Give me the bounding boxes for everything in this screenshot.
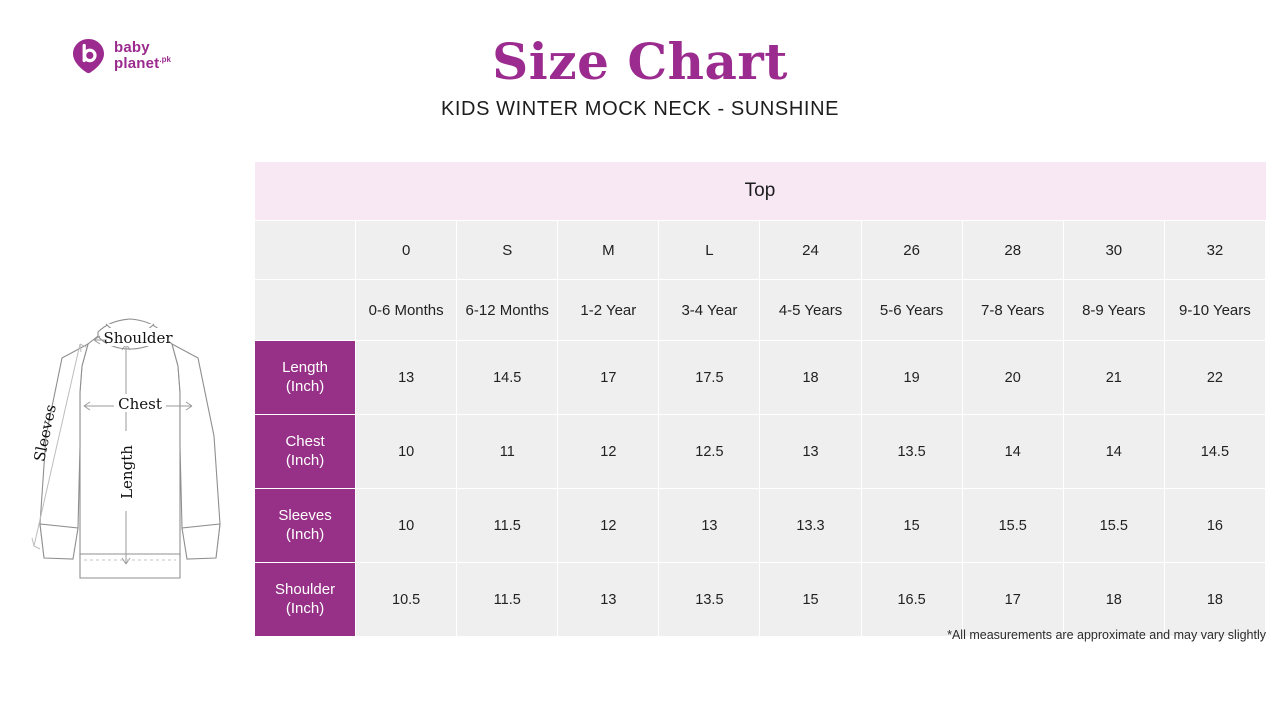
measure-cell: 11.5 xyxy=(457,489,558,563)
age-range-cell: 5-6 Years xyxy=(861,280,962,341)
row-label-chest xyxy=(255,415,356,489)
garment-diagram xyxy=(10,296,260,606)
label-sleeves: Sleeves xyxy=(30,402,60,464)
brand-name-line1: baby xyxy=(114,39,150,57)
corner-cell-codes xyxy=(255,221,356,280)
row-label-line1: Chest xyxy=(285,432,325,450)
row-label-line1: Length xyxy=(282,358,328,376)
measure-cell: 11.5 xyxy=(457,563,558,637)
row-label-line2: (Inch) xyxy=(285,377,325,395)
age-range-cell: 0-6 Months xyxy=(356,280,457,341)
brand-tld: .pk xyxy=(159,55,171,64)
measure-cell: 18 xyxy=(1063,563,1164,637)
table-row xyxy=(255,415,1266,489)
measure-cell: 12 xyxy=(558,489,659,563)
measure-cell: 21 xyxy=(1063,341,1164,415)
measure-cell: 15 xyxy=(760,563,861,637)
label-shoulder: Shoulder xyxy=(103,329,173,347)
size-code-cell: 32 xyxy=(1164,221,1265,280)
measure-cell: 15.5 xyxy=(962,489,1063,563)
measure-cell: 19 xyxy=(861,341,962,415)
size-chart-table xyxy=(254,162,1266,637)
table-section-row xyxy=(255,162,1266,221)
size-code-cell: L xyxy=(659,221,760,280)
measure-cell: 20 xyxy=(962,341,1063,415)
measure-cell: 14.5 xyxy=(1164,415,1265,489)
table-row xyxy=(255,489,1266,563)
measure-cell: 16 xyxy=(1164,489,1265,563)
measure-cell: 13.3 xyxy=(760,489,861,563)
measure-cell: 15 xyxy=(861,489,962,563)
row-label-line2: (Inch) xyxy=(285,451,325,469)
footnote: *All measurements are approximate and may vary slightly xyxy=(947,628,1266,642)
row-label-sleeves xyxy=(255,489,356,563)
size-code-cell: 30 xyxy=(1063,221,1164,280)
page-subtitle: KIDS WINTER MOCK NECK - SUNSHINE xyxy=(440,98,840,120)
measure-cell: 13 xyxy=(558,563,659,637)
size-code-row xyxy=(255,221,1266,280)
label-chest: Chest xyxy=(118,395,162,413)
size-code-cell: 26 xyxy=(861,221,962,280)
measure-cell: 22 xyxy=(1164,341,1265,415)
measure-cell: 17 xyxy=(962,563,1063,637)
age-range-cell: 6-12 Months xyxy=(457,280,558,341)
age-range-cell: 7-8 Years xyxy=(962,280,1063,341)
row-label-shoulder xyxy=(255,563,356,637)
size-code-cell: 0 xyxy=(356,221,457,280)
measure-cell: 13.5 xyxy=(861,415,962,489)
measure-cell: 13 xyxy=(659,489,760,563)
page-title: Size Chart xyxy=(492,32,788,91)
measure-cell: 10 xyxy=(356,489,457,563)
measure-cell: 14 xyxy=(962,415,1063,489)
size-code-cell: 24 xyxy=(760,221,861,280)
age-range-cell: 9-10 Years xyxy=(1164,280,1265,341)
brand-name-line2: planet$^{.pk}$ xyxy=(114,55,171,72)
table-row xyxy=(255,341,1266,415)
measure-cell: 15.5 xyxy=(1063,489,1164,563)
label-length: Length xyxy=(118,445,136,499)
row-label-length xyxy=(255,341,356,415)
age-range-row xyxy=(255,280,1266,341)
section-label: Top xyxy=(255,162,1266,221)
age-range-cell: 3-4 Year xyxy=(659,280,760,341)
measure-cell: 17.5 xyxy=(659,341,760,415)
measure-cell: 13.5 xyxy=(659,563,760,637)
measure-cell: 14 xyxy=(1063,415,1164,489)
size-code-cell: S xyxy=(457,221,558,280)
measure-cell: 17 xyxy=(558,341,659,415)
row-label-line2: (Inch) xyxy=(285,599,325,617)
row-label-line2: (Inch) xyxy=(285,525,325,543)
measure-cell: 11 xyxy=(457,415,558,489)
table-row xyxy=(255,563,1266,637)
corner-cell-ages xyxy=(255,280,356,341)
row-label-line1: Shoulder xyxy=(275,580,336,598)
measure-cell: 10.5 xyxy=(356,563,457,637)
measure-cell: 12.5 xyxy=(659,415,760,489)
measure-cell: 10 xyxy=(356,415,457,489)
size-code-cell: 28 xyxy=(962,221,1063,280)
size-code-cell: M xyxy=(558,221,659,280)
measure-cell: 18 xyxy=(760,341,861,415)
measure-cell: 13 xyxy=(760,415,861,489)
row-label-line1: Sleeves xyxy=(278,506,332,524)
measure-cell: 13 xyxy=(356,341,457,415)
measure-cell: 18 xyxy=(1164,563,1265,637)
measure-cell: 14.5 xyxy=(457,341,558,415)
age-range-cell: 8-9 Years xyxy=(1063,280,1164,341)
measure-cell: 12 xyxy=(558,415,659,489)
measure-cell: 16.5 xyxy=(861,563,962,637)
age-range-cell: 4-5 Years xyxy=(760,280,861,341)
age-range-cell: 1-2 Year xyxy=(558,280,659,341)
